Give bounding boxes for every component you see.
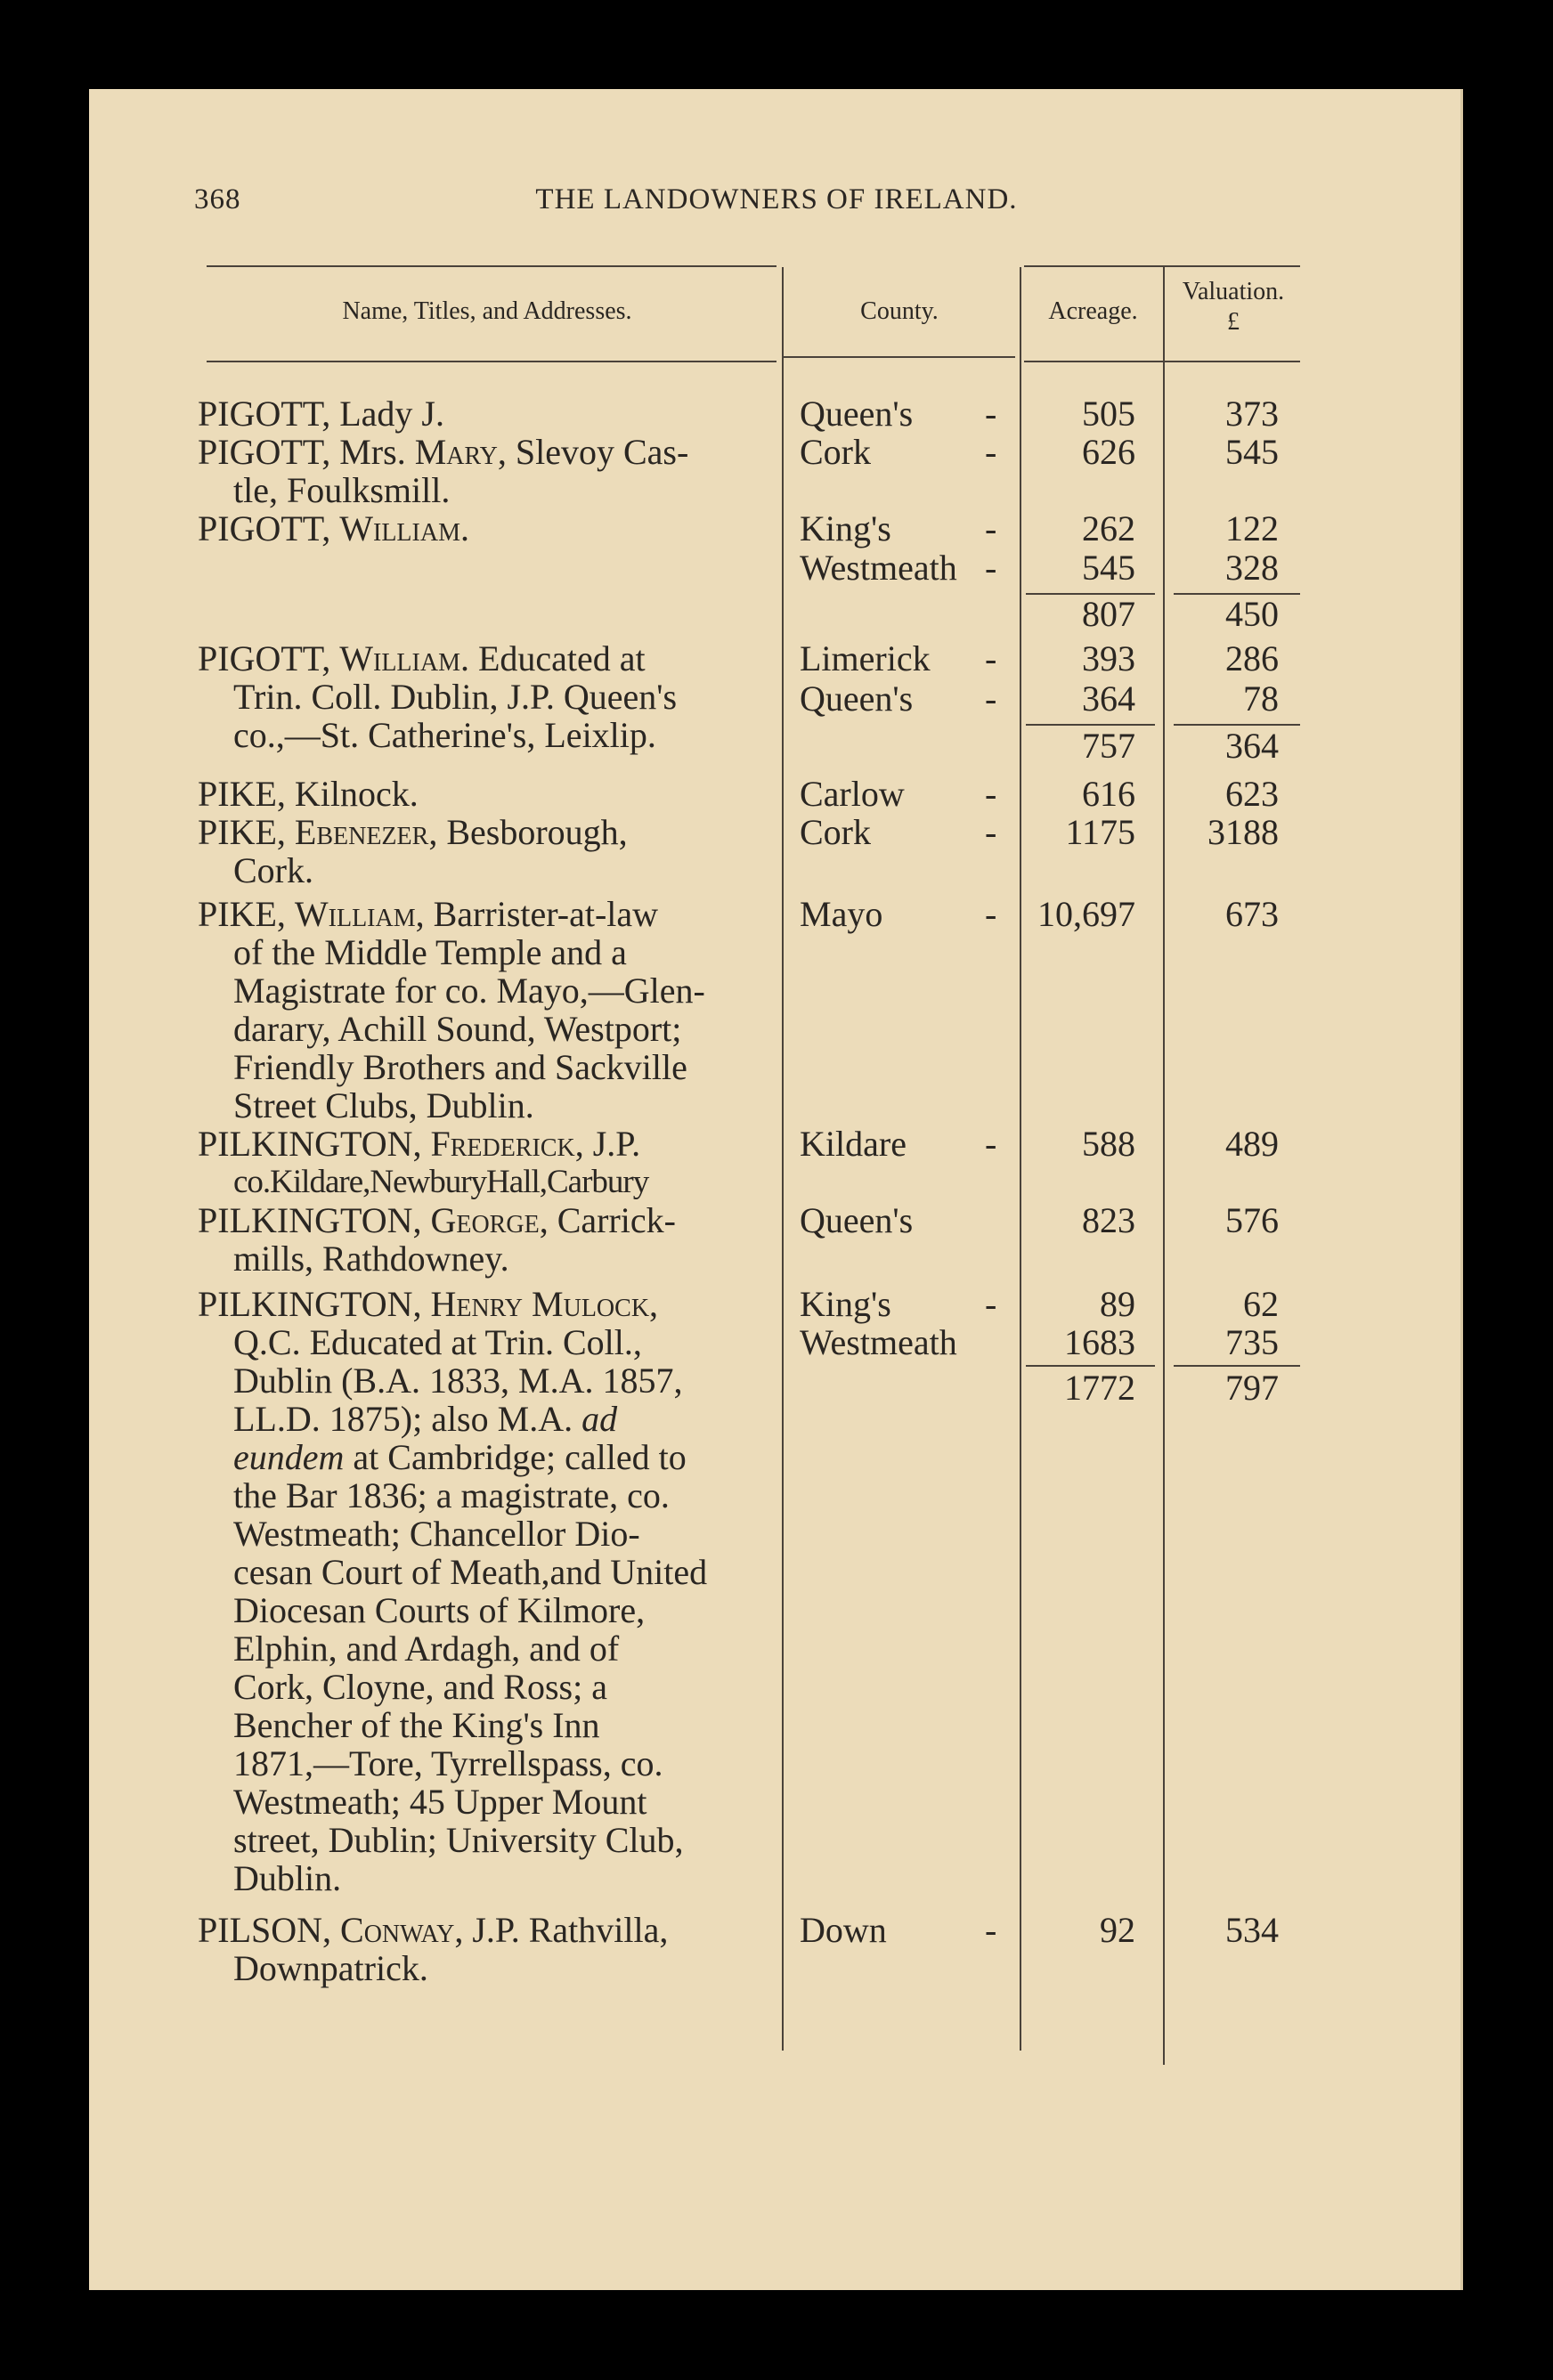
entry-text-line: Friendly Brothers and Sackville: [233, 1047, 687, 1087]
county: Queen's: [800, 678, 914, 719]
entry-text-line: Trin. Coll. Dublin, J.P. Queen's: [233, 677, 678, 717]
entry-text-line: Magistrate for co. Mayo,—Glen-: [233, 971, 705, 1011]
landowner-name: PIGOTT, William.: [198, 508, 469, 548]
entry-text-line: eundem at Cambridge; called to: [233, 1437, 687, 1477]
leader-dash: -: [985, 812, 997, 852]
valuation: 534: [1225, 1910, 1279, 1950]
column-divider-acreage: [1020, 267, 1021, 2051]
acreage: 89: [1100, 1284, 1135, 1324]
header-bottom-rule: [207, 361, 776, 362]
page-edge: [1460, 89, 1463, 2290]
valuation: 62: [1243, 1284, 1279, 1324]
landowner-name: PILKINGTON, George, Carrick-: [198, 1200, 676, 1240]
county: Cork: [800, 812, 871, 852]
valuation-total: 364: [1225, 726, 1279, 766]
leader-dash: -: [985, 508, 997, 548]
county: Limerick: [800, 638, 931, 678]
valuation: 286: [1225, 638, 1279, 678]
leader-dash: -: [985, 1124, 997, 1164]
acreage: 823: [1082, 1200, 1135, 1240]
acreage-total: 757: [1082, 726, 1135, 766]
valuation: 489: [1225, 1124, 1279, 1164]
county: Queen's: [800, 394, 914, 434]
acreage: 1175: [1065, 812, 1135, 852]
entry-text-line: darary, Achill Sound, Westport;: [233, 1009, 682, 1049]
county: Queen's: [800, 1200, 914, 1240]
entry-text-line: LL.D. 1875); also M.A. ad: [233, 1399, 618, 1439]
county: Down: [800, 1910, 887, 1950]
acreage-total: 1772: [1064, 1368, 1135, 1408]
entry-text-line: Westmeath; Chancellor Dio-: [233, 1514, 640, 1554]
acreage: 626: [1082, 432, 1135, 472]
entry-text-line: cesan Court of Meath,and United: [233, 1552, 708, 1592]
leader-dash: -: [985, 638, 997, 678]
valuation: 3188: [1207, 812, 1279, 852]
leader-dash: -: [985, 678, 997, 719]
acreage: 393: [1082, 638, 1135, 678]
page-number: 368: [194, 183, 241, 215]
landowner-name: PIKE, Kilnock.: [198, 774, 419, 814]
county: Cork: [800, 432, 871, 472]
county: Carlow: [800, 774, 905, 814]
column-header-county: County.: [860, 297, 939, 325]
leader-dash: -: [985, 894, 997, 934]
county: King's: [800, 1284, 891, 1324]
county: Mayo: [800, 894, 883, 934]
entry-text-line: co.Kildare,NewburyHall,Carbury: [233, 1164, 649, 1200]
column-divider-valuation: [1163, 267, 1165, 2065]
county: Westmeath: [800, 1322, 957, 1362]
entry-text-line: co.,—St. Catherine's, Leixlip.: [233, 715, 656, 755]
landowner-name: PILKINGTON, Henry Mulock,: [198, 1284, 659, 1324]
entry-text-line: Cork.: [233, 850, 313, 890]
acreage: 545: [1082, 548, 1135, 588]
acreage-total: 807: [1082, 594, 1135, 634]
header-bottom-rule-county: [784, 356, 1015, 358]
sum-rule-acreage: [1026, 1365, 1155, 1367]
county: King's: [800, 508, 891, 548]
valuation: 623: [1225, 774, 1279, 814]
leader-dash: -: [985, 774, 997, 814]
acreage: 10,697: [1037, 894, 1135, 934]
header-top-rule-right: [1024, 265, 1300, 267]
valuation: 78: [1243, 678, 1279, 719]
leader-dash: -: [985, 432, 997, 472]
entry-text-line: Downpatrick.: [233, 1948, 428, 1988]
valuation: 122: [1225, 508, 1279, 548]
entry-text-line: Dublin (B.A. 1833, M.A. 1857,: [233, 1361, 683, 1401]
entry-text-line: of the Middle Temple and a: [233, 932, 627, 972]
entry-text-line: tle, Foulksmill.: [233, 470, 451, 510]
column-header-acreage: Acreage.: [1048, 297, 1138, 325]
valuation: 735: [1225, 1322, 1279, 1362]
running-title: THE LANDOWNERS OF IRELAND.: [535, 183, 1018, 215]
sum-rule-valuation: [1174, 1365, 1300, 1367]
acreage: 1683: [1064, 1322, 1135, 1362]
entry-text-line: Westmeath; 45 Upper Mount: [233, 1782, 647, 1822]
acreage: 364: [1082, 678, 1135, 719]
valuation: 373: [1225, 394, 1279, 434]
valuation: 576: [1225, 1200, 1279, 1240]
valuation: 673: [1225, 894, 1279, 934]
entry-text-line: street, Dublin; University Club,: [233, 1820, 684, 1860]
entry-text-line: Bencher of the King's Inn: [233, 1705, 600, 1745]
landowner-name: PIKE, William, Barrister-at-law: [198, 894, 659, 934]
entry-text-line: Dublin.: [233, 1858, 342, 1898]
acreage: 262: [1082, 508, 1135, 548]
entry-text-line: Cork, Cloyne, and Ross; a: [233, 1667, 607, 1707]
leader-dash: -: [985, 1284, 997, 1324]
landowner-name: PILSON, Conway, J.P. Rathvilla,: [198, 1910, 669, 1950]
entry-text-line: Street Clubs, Dublin.: [233, 1085, 534, 1125]
valuation: 328: [1225, 548, 1279, 588]
county: Kildare: [800, 1124, 907, 1164]
column-header-valuation-unit: £: [1227, 308, 1240, 336]
acreage: 588: [1082, 1124, 1135, 1164]
column-divider-county: [782, 267, 784, 2051]
entry-text-line: the Bar 1836; a magistrate, co.: [233, 1475, 670, 1515]
county: Westmeath: [800, 548, 957, 588]
column-header-name: Name, Titles, and Addresses.: [342, 297, 632, 325]
entry-text-line: Elphin, and Ardagh, and of: [233, 1629, 620, 1669]
valuation-total: 797: [1225, 1368, 1279, 1408]
landowner-name: PILKINGTON, Frederick, J.P.: [198, 1124, 641, 1164]
acreage: 505: [1082, 394, 1135, 434]
landowner-name: PIGOTT, Mrs. Mary, Slevoy Cas-: [198, 432, 689, 472]
entry-text-line: mills, Rathdowney.: [233, 1239, 509, 1279]
leader-dash: -: [985, 394, 997, 434]
header-bottom-rule-figures: [1024, 361, 1300, 362]
acreage: 616: [1082, 774, 1135, 814]
leader-dash: -: [985, 548, 997, 588]
landowner-name: PIKE, Ebenezer, Besborough,: [198, 812, 628, 852]
entry-text-line: 1871,—Tore, Tyrrellspass, co.: [233, 1743, 663, 1783]
entry-text-line: Q.C. Educated at Trin. Coll.,: [233, 1322, 642, 1362]
landowner-name: PIGOTT, William. Educated at: [198, 638, 646, 678]
landowner-name: PIGOTT, Lady J.: [198, 394, 444, 434]
entry-text-line: Diocesan Courts of Kilmore,: [233, 1590, 646, 1630]
leader-dash: -: [985, 1910, 997, 1950]
valuation-total: 450: [1225, 594, 1279, 634]
valuation: 545: [1225, 432, 1279, 472]
acreage: 92: [1100, 1910, 1135, 1950]
column-header-valuation: Valuation.: [1182, 278, 1285, 305]
header-top-rule: [207, 265, 776, 267]
